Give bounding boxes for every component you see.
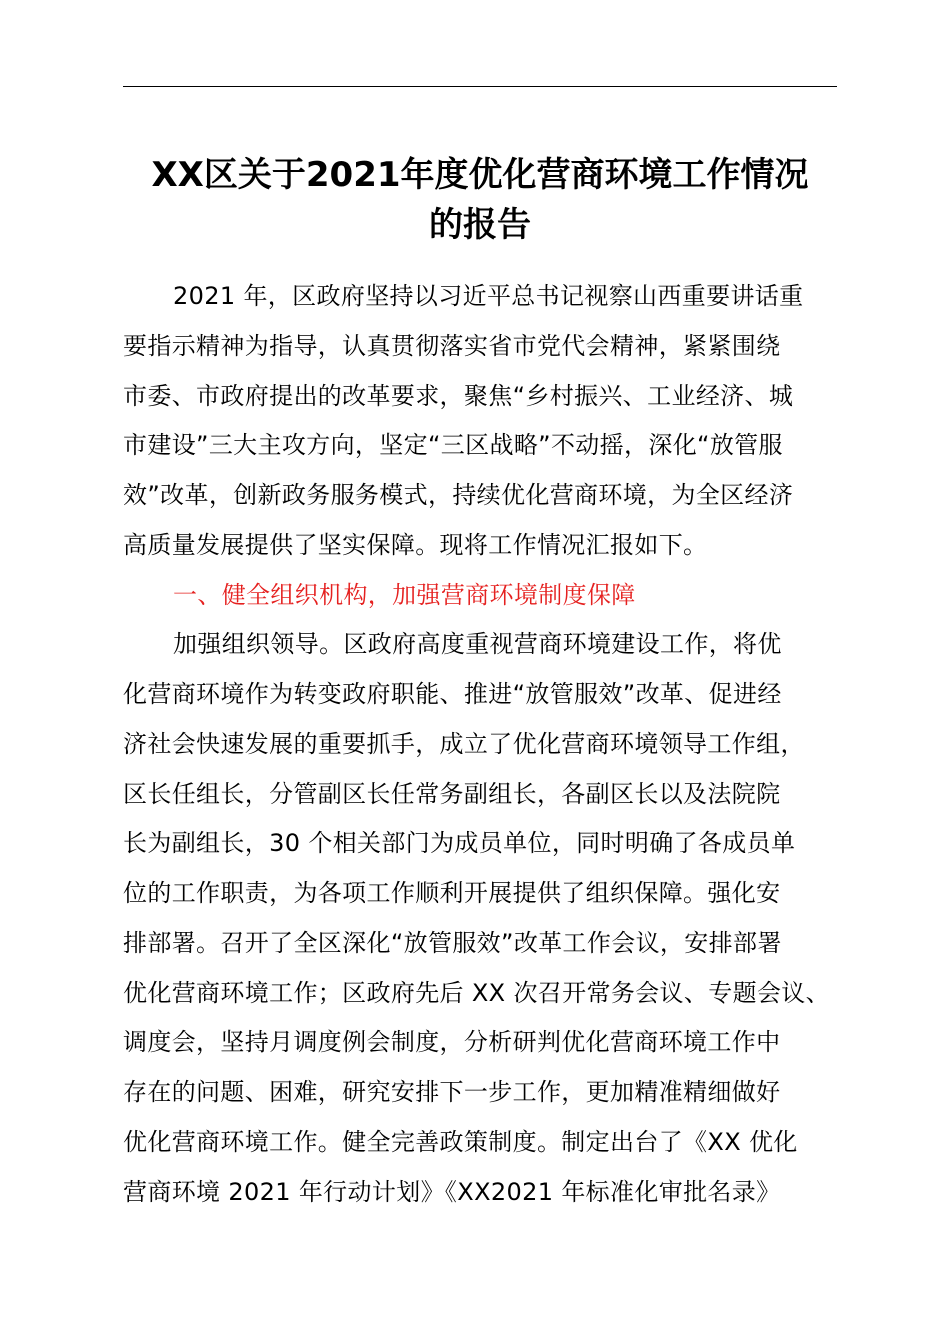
paragraph-line: 化营商环境作为转变政府职能、推进“放管服效”改革、促进经 <box>123 680 782 708</box>
paragraph-line: 调度会，坚持月调度例会制度，分析研判优化营商环境工作中 <box>123 1028 781 1057</box>
header-rule <box>123 86 837 87</box>
paragraph-line: 优化营商环境工作。健全完善政策制度。制定出台了《XX 优化 <box>123 1127 798 1156</box>
paragraph-line: 排部署。召开了全区深化“放管服效”改革工作会议，安排部署 <box>123 928 782 957</box>
paragraph-line: 要指示精神为指导，认真贯彻落实省市党代会精神，紧紧围绕 <box>123 331 781 360</box>
paragraph-line: 高质量发展提供了坚实保障。现将工作情况汇报如下。 <box>123 530 708 559</box>
paragraph-line: 市建设”三大主攻方向，坚定“三区战略”不动摇，深化“放管服 <box>123 431 783 460</box>
paragraph-line: 营商环境 2021 年行动计划》《XX2021 年标准化审批名录》 <box>123 1177 781 1206</box>
section-heading: 一、健全组织机构，加强营商环境制度保障 <box>173 580 636 609</box>
title-line: 的报告 <box>429 205 531 245</box>
paragraph-line: 2021 年，区政府坚持以习近平总书记视察山西重要讲话重 <box>173 282 804 310</box>
paragraph-line: 济社会快速发展的重要抓手，成立了优化营商环境领导工作组， <box>123 729 805 758</box>
paragraph-line: 优化营商环境工作；区政府先后 XX 次召开常务会议、专题会议、 <box>123 978 830 1007</box>
paragraph-line: 效”改革，创新政务服务模式，持续优化营商环境，为全区经济 <box>123 481 794 509</box>
paragraph-line: 位的工作职责，为各项工作顺利开展提供了组织保障。强化安 <box>123 879 781 907</box>
paragraph-line: 存在的问题、困难，研究安排下一步工作，更加精准精细做好 <box>123 1078 781 1106</box>
title-line: XX区关于2021年度优化营商环境工作情况 <box>151 155 809 195</box>
paragraph-line: 加强组织领导。区政府高度重视营商环境建设工作，将优 <box>173 630 782 659</box>
document-body <box>123 272 843 1217</box>
paragraph-line: 长为副组长，30 个相关部门为成员单位，同时明确了各成员单 <box>123 829 796 858</box>
paragraph-line: 区长任组长，分管副区长任常务副组长，各副区长以及法院院 <box>123 779 781 808</box>
paragraph-line: 市委、市政府提出的改革要求，聚焦“乡村振兴、工业经济、城 <box>123 381 794 410</box>
document-title <box>100 150 860 250</box>
